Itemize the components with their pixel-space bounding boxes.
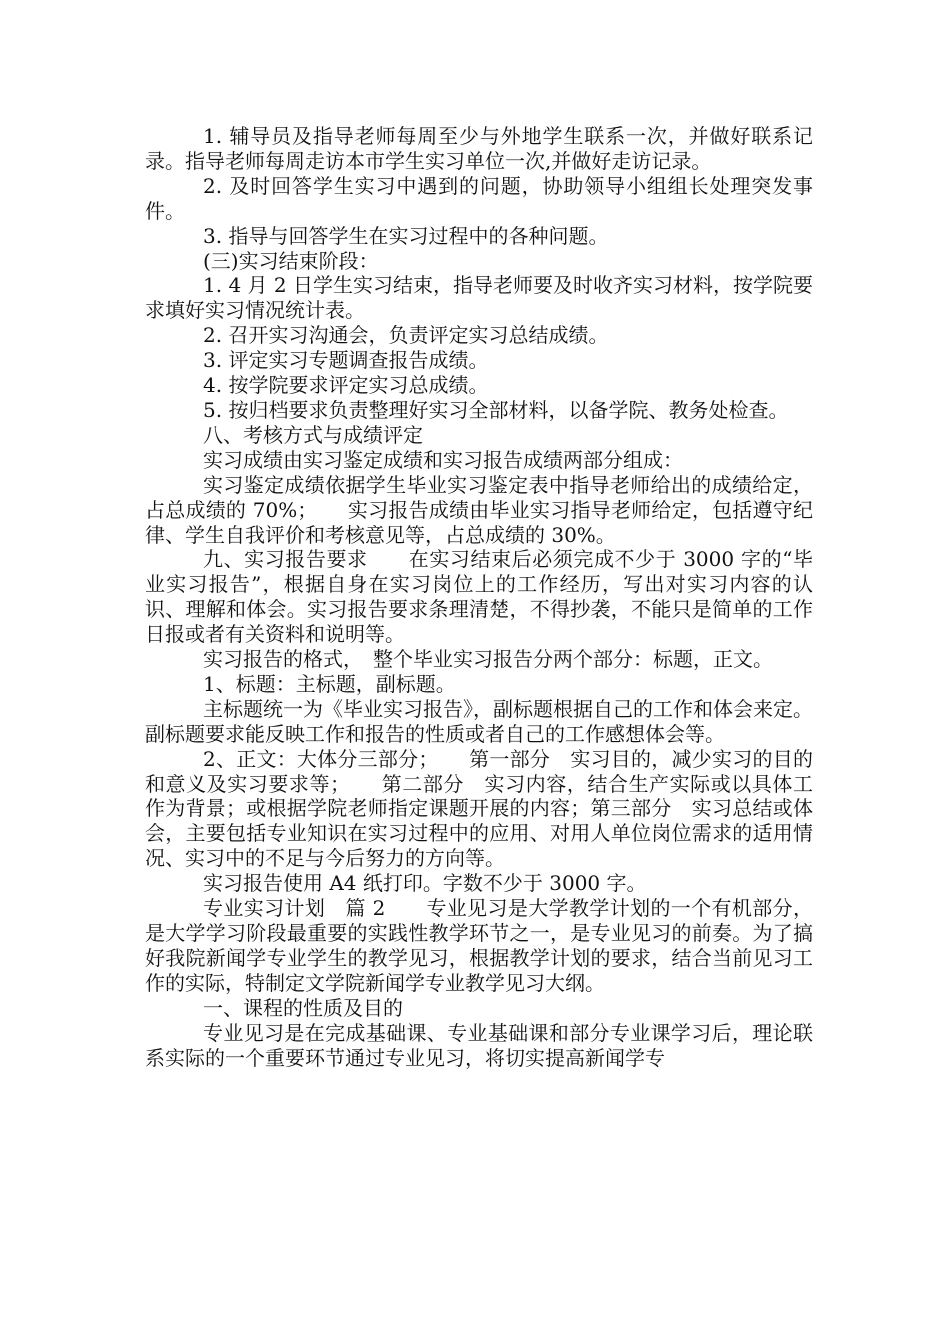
- paragraph: 3. 评定实习专题调查报告成绩。: [203, 348, 489, 373]
- section-heading: (三)实习结束阶段：: [203, 248, 379, 273]
- paragraph: 5. 按归档要求负责整理好实习全部材料，以备学院、教务处检查。: [203, 397, 789, 422]
- document-page: [145, 124, 813, 1070]
- paragraph: 2. 及时回答学生实习中遇到的问题，协助领导小组组长处理突发事件。: [145, 173, 813, 223]
- paragraph: 九、实习报告要求 在实习结束后必须完成不少于 3000 字的“毕业实习报告”，根据自身在实习岗位上的工作经历，写出对实习内容的认识、理解和体会。实习报告要求条理清楚，不得抄袭，不能只是简单的工作日报或者有关资料和说明等。: [145, 547, 813, 647]
- paragraph: 1、标题：主标题，副标题。: [203, 671, 456, 696]
- paragraph: 4. 按学院要求评定实习总成绩。: [203, 373, 489, 398]
- paragraph: 2、正文：大体分三部分； 第一部分 实习目的，减少实习的目的和意义及实习要求等； 第二部分 实习内容，结合生产实际或以具体工作为背景；或根据学院老师指定课题开展的内容；第三部分 实习总结或体会，主要包括专业知识在实习过程中的应用、对用人单位岗位需求的适用情况、实习中的不足与今后努力的方向等。: [145, 746, 813, 871]
- paragraph: 专业见习是在完成基础课、专业基础课和部分专业课学习后，理论联系实际的一个重要环节通过专业见习，将切实提高新闻学专: [145, 1020, 813, 1070]
- paragraph: 实习报告的格式， 整个毕业实习报告分两个部分：标题，正文。: [203, 647, 773, 672]
- paragraph: 实习鉴定成绩依据学生毕业实习鉴定表中指导老师给出的成绩给定，占总成绩的 70%； 实习报告成绩由毕业实习指导老师给定，包括遵守纪律、学生自我评价和考核意见等，占总成绩的 30%。: [145, 472, 813, 547]
- paragraph: 实习成绩由实习鉴定成绩和实习报告成绩两部分组成：: [203, 447, 683, 472]
- paragraph: 实习报告使用 A4 纸打印。字数不少于 3000 字。: [203, 871, 647, 896]
- paragraph: 3. 指导与回答学生在实习过程中的各种问题。: [203, 223, 609, 248]
- section-heading: 八、考核方式与成绩评定: [203, 422, 423, 447]
- paragraph: 主标题统一为《毕业实习报告》，副标题根据自己的工作和体会来定。副标题要求能反映工作和报告的性质或者自己的工作感想体会等。: [145, 696, 813, 746]
- paragraph: 专业实习计划 篇 2 专业见习是大学教学计划的一个有机部分，是大学学习阶段最重要的实践性教学环节之一，是专业见习的前奏。为了搞好我院新闻学专业学生的教学见习，根据教学计划的要求，结合当前见习工作的实际，特制定文学院新闻学专业教学见习大纲。: [145, 896, 813, 995]
- section-heading: 一、课程的性质及目的: [203, 995, 403, 1020]
- paragraph: 2. 召开实习沟通会，负责评定实习总结成绩。: [203, 323, 609, 348]
- paragraph: 1. 辅导员及指导老师每周至少与外地学生联系一次，并做好联系记录。指导老师每周走访本市学生实习单位一次,并做好走访记录。: [145, 124, 813, 173]
- paragraph: 1. 4 月 2 日学生实习结束，指导老师要及时收齐实习材料，按学院要求填好实习情况统计表。: [145, 273, 813, 323]
